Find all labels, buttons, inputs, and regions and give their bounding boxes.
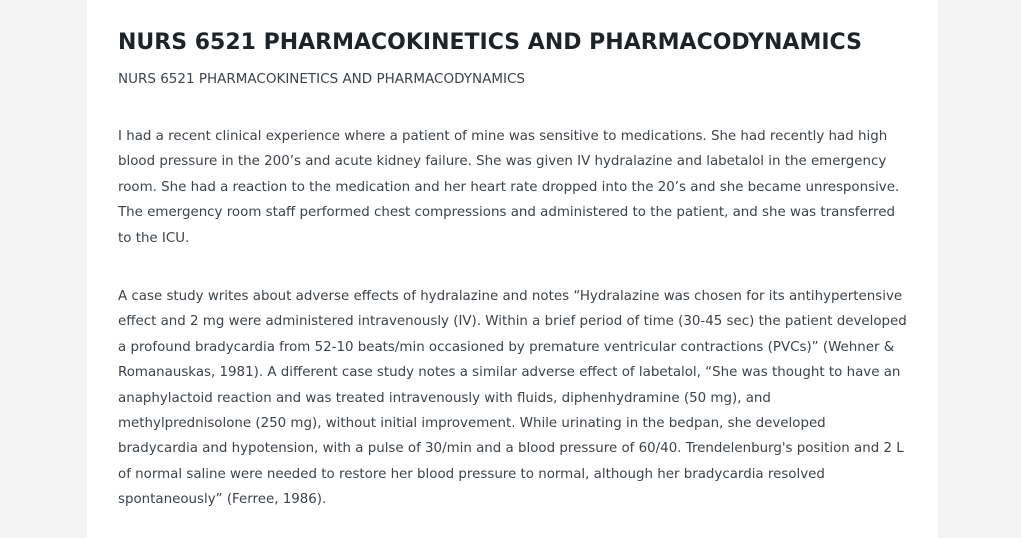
- article-card: [87, 0, 938, 538]
- paragraph-clinical-experience: I had a recent clinical experience where a patient of mine was sensitive to medications. She had recently had high blood pressure in the 200’s and acute kidney failure. She was given IV hydralazine and labetalol in the emergency room. She had a reaction to the medication and her heart rate dropped into the 20’s and she became unresponsive. The emergency room staff performed chest compressions and administered to the patient, and she was transferred to the ICU.: [118, 129, 900, 246]
- article-body: [118, 124, 907, 513]
- article-title: NURS 6521 PHARMACOKINETICS AND PHARMACODYNAMICS: [118, 30, 862, 55]
- article-subtitle: NURS 6521 PHARMACOKINETICS AND PHARMACODYNAMICS: [118, 71, 525, 87]
- paragraph-case-studies: A case study writes about adverse effects of hydralazine and notes “Hydralazine was chosen for its antihypertensive effect and 2 mg were administered intravenously (IV). Within a brief period of time (30-45 sec) the patient developed a profound bradycardia from 52-10 beats/min occasioned by premature ventricular contractions (PVCs)” (Wehner & Romanauskas, 1981). A different case study notes a similar adverse effect of labetalol, “She was thought to have an anaphylactoid reaction and was treated intravenously with fluids, diphenhydramine (50 mg), and methylprednisolone (250 mg), without initial improvement. While urinating in the bedpan, she developed bradycardia and hypotension, with a pulse of 30/min and a blood pressure of 60/40. Trendelenburg's position and 2 L of normal saline were needed to restore her blood pressure to normal, although her bradycardia resolved spontaneously” (Ferree, 1986).: [118, 289, 907, 508]
